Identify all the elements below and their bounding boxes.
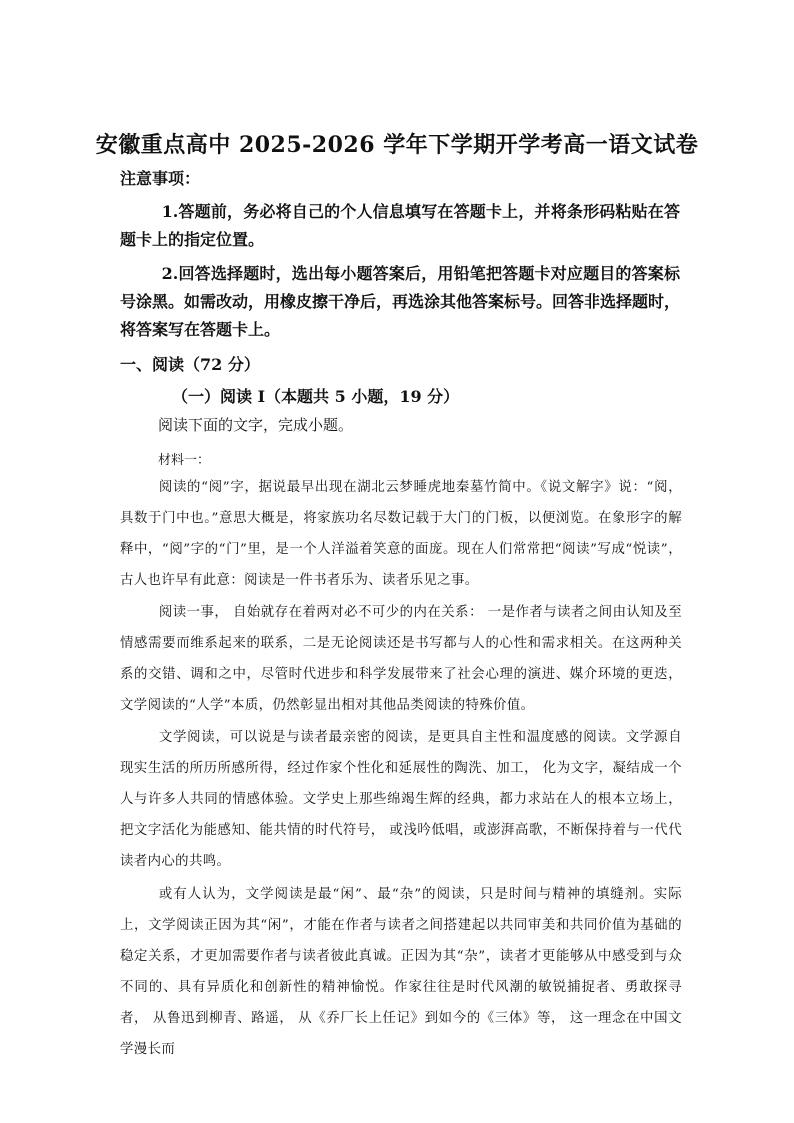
material-label: 材料一： [158, 453, 211, 468]
notice-item: 1.答题前，务必将自己的个人信息填写在答题卡上，并将条形码粘贴在答题卡上的指定位置。 [120, 202, 680, 249]
reading-instruction: 阅读下面的文字，完成小题。 [158, 416, 354, 434]
passage-paragraph: 阅读一事， 自始就存在着两对必不可少的内在关系： 一是作者与读者之间由认知及至情感需要而维系起来的联系，二是无论阅读还是书写都与人的心性和需求相关。在这两种关系的交错、调和之中，尽管时代进步和科学发展带来了社会心理的演进、媒介环境的更迭，文学阅读的“人学”本质，仍然彰显出相对其他品类阅读的特殊价值。 [120, 605, 682, 713]
notice-item: 2.回答选择题时，选出每小题答案后，用铅笔把答题卡对应题目的答案标号涂黑。如需改动，用橡皮擦干净后，再选涂其他答案标号。回答非选择题时，将答案写在答题卡上。 [120, 264, 681, 339]
notice-heading: 注意事项： [120, 169, 201, 188]
passage-paragraph: 阅读的“阅”字，据说最早出现在湖北云梦睡虎地秦墓竹简中。《说文解字》说：“阅，具数于门中也。”意思大概是，将家族功名尽数记载于大门的门板，以便浏览。在象形字的解释中，“阅”字的“门”里，是一个人洋溢着笑意的面庞。现在人们常常把“阅读”写成“悦读”，古人也许早有此意：阅读是一件书者乐为、读者乐见之事。 [120, 480, 682, 588]
section-heading: 一、阅读（72 分） [120, 355, 260, 374]
passage-paragraph: 文学阅读，可以说是与读者最亲密的阅读，是更具自主性和温度感的阅读。文学源自现实生活的所历所感所得，经过作家个性化和延展性的陶洗、加工， 化为文字，凝结成一个人与许多人共同的情感体验。文学史上那些绵竭生辉的经典，都力求站在人的根本立场上，把文字活化为能感知、能共情的时代符号， 或浅吟低唱，或澎湃高歌，不断保持着与一代代读者内心的共鸣。 [120, 730, 682, 869]
exam-title: 安徽重点高中 2025-2026 学年下学期开学考高一语文试卷 [95, 132, 699, 158]
passage-paragraph: 或有人认为，文学阅读是最“闲”、最“杂”的阅读，只是时间与精神的填缝剂。实际上，文学阅读正因为其“闲”，才能在作者与读者之间搭建起以共同审美和共同价值为基础的稳定关系，才更加需要作者与读者彼此真诚。正因为其“杂”，读者才更能够从中感受到与众不同的、具有异质化和创新性的精神愉悦。作家往往是时代风潮的敏锐捕捉者、勇敢探寻者， 从鲁迅到柳青、路遥， 从《乔厂长上任记》到如今的《三体》等， 这一理念在中国文学漫长而 [120, 887, 682, 1057]
subsection-heading: （一）阅读 I（本题共 5 小题，19 分） [172, 387, 460, 406]
